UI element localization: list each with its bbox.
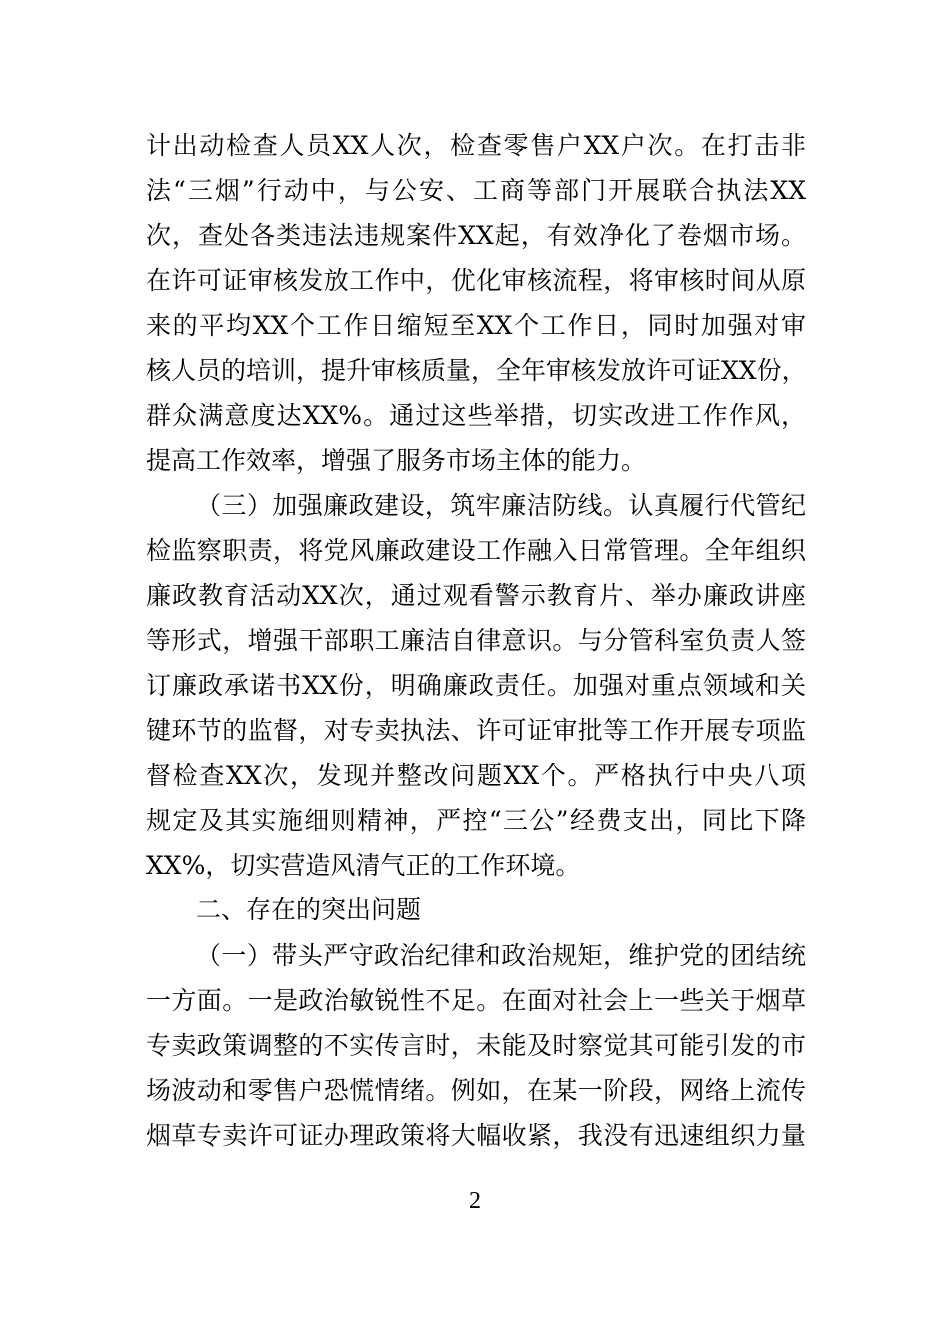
page-number: 2 xyxy=(469,1188,481,1214)
paragraph-3-line-2: 一方面。一是政治敏锐性不足。在面对社会上一些关于烟草 xyxy=(146,986,806,1015)
paragraph-2-line-3: 廉政教育活动XX次，通过观看警示教育片、举办廉政讲座 xyxy=(146,581,806,610)
paragraph-2-line-4: 等形式，增强干部职工廉洁自律意识。与分管科室负责人签 xyxy=(146,626,806,655)
paragraph-2-line-5: 订廉政承诺书XX份，明确廉政责任。加强对重点领域和关 xyxy=(146,671,806,700)
paragraph-1-line-5: 来的平均XX个工作日缩短至XX个工作日，同时加强对审 xyxy=(146,311,806,340)
paragraph-2-line-1: （三）加强廉政建设，筑牢廉洁防线。认真履行代管纪 xyxy=(196,491,806,520)
paragraph-2-line-9: XX%，切实营造风清气正的工作环境。 xyxy=(146,851,581,880)
paragraph-3-line-3: 专卖政策调整的不实传言时，未能及时察觉其可能引发的市 xyxy=(146,1031,806,1060)
paragraph-2-line-8: 规定及其实施细则精神，严控“三公”经费支出，同比下降 xyxy=(146,806,806,835)
paragraph-2-line-6: 键环节的监督，对专卖执法、许可证审批等工作开展专项监 xyxy=(146,716,806,745)
paragraph-1-line-8: 提高工作效率，增强了服务市场主体的能力。 xyxy=(146,446,647,475)
paragraph-1-line-1: 计出动检查人员XX人次，检查零售户XX户次。在打击非 xyxy=(146,131,806,160)
paragraph-1-line-6: 核人员的培训，提升审核质量，全年审核发放许可证XX份， xyxy=(146,356,807,385)
paragraph-1-line-3: 次，查处各类违法违规案件XX起，有效净化了卷烟市场。 xyxy=(146,221,806,250)
paragraph-3-line-1: （一）带头严守政治纪律和政治规矩，维护党的团结统 xyxy=(196,941,806,970)
paragraph-1-line-4: 在许可证审核发放工作中，优化审核流程，将审核时间从原 xyxy=(146,266,806,295)
paragraph-3-line-5: 烟草专卖许可证办理政策将大幅收紧，我没有迅速组织力量 xyxy=(146,1121,806,1150)
paragraph-2-line-2: 检监察职责，将党风廉政建设工作融入日常管理。全年组织 xyxy=(146,536,806,565)
paragraph-2-line-7: 督检查XX次，发现并整改问题XX个。严格执行中央八项 xyxy=(146,761,806,790)
paragraph-1-line-7: 群众满意度达XX%。通过这些举措，切实改进工作作风， xyxy=(146,401,806,430)
paragraph-3-line-4: 场波动和零售户恐慌情绪。例如，在某一阶段，网络上流传 xyxy=(146,1076,806,1105)
section-heading: 二、存在的突出问题 xyxy=(196,895,422,924)
paragraph-1-line-2: 法“三烟”行动中，与公安、工商等部门开展联合执法XX xyxy=(146,176,806,205)
